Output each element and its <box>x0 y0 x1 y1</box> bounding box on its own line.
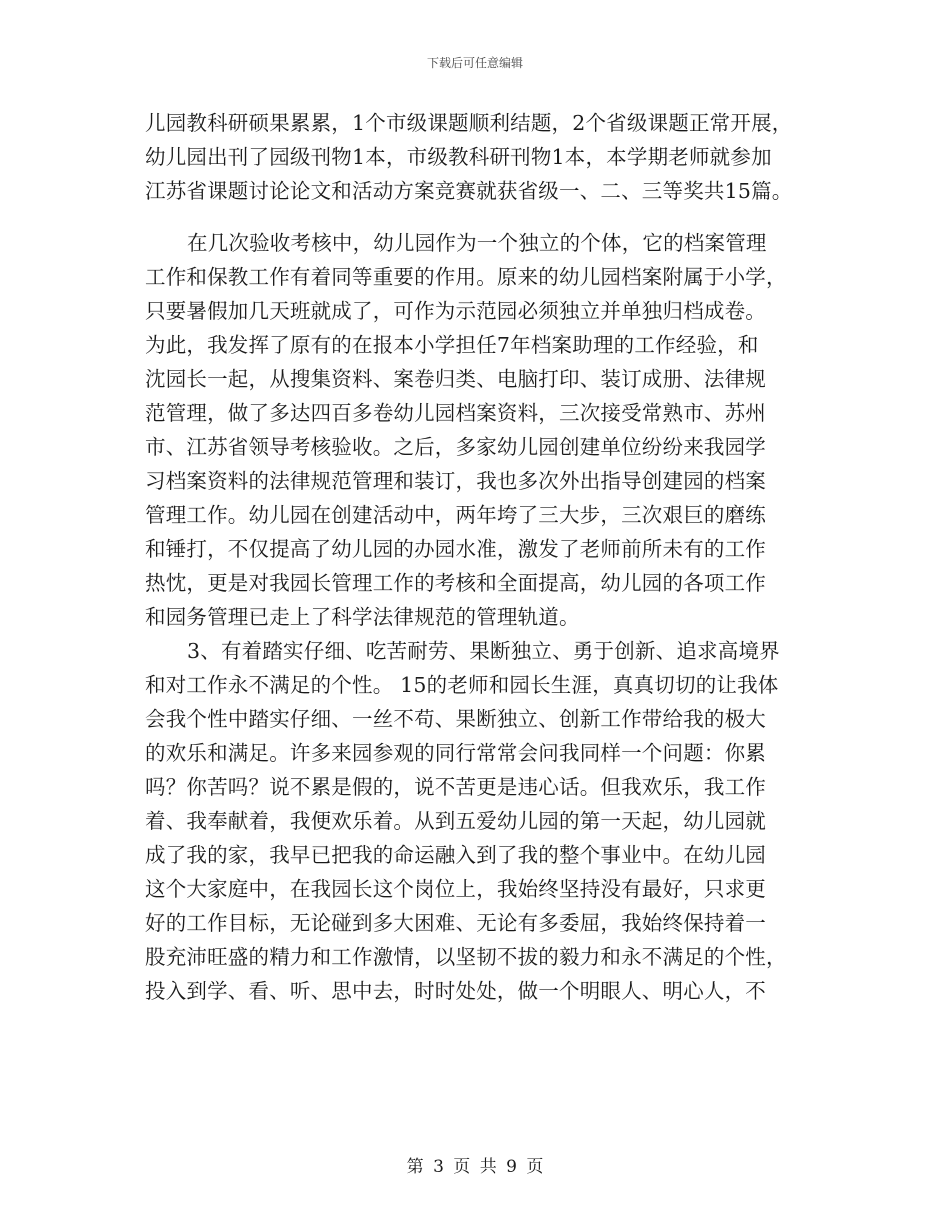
text-line: 管理工作。幼儿园在创建活动中，两年垮了三大步，三次艰巨的磨练 <box>145 503 766 527</box>
text-line: 投入到学、看、听、思中去，时时处处，做一个明眼人、明心人，不 <box>145 979 766 1003</box>
document-body <box>145 106 810 1008</box>
text-line: 股充沛旺盛的精力和工作激情，以坚韧不拔的毅力和永不满足的个性， <box>145 945 787 969</box>
text-line: 和园务管理已走上了科学法律规范的管理轨道。 <box>145 605 580 629</box>
text-line: 和锤打，不仅提高了幼儿园的办园水准，激发了老师前所未有的工作 <box>145 537 766 561</box>
text-line: 只要暑假加几天班就成了，可作为示范园必须独立并单独归档成卷。 <box>145 299 766 323</box>
paragraph-spacer <box>145 208 810 226</box>
text-line: 江苏省课题讨论论文和活动方案竞赛就获省级一、二、三等奖共15篇。 <box>145 179 793 203</box>
text-line: 沈园长一起，从搜集资料、案卷归类、电脑打印、装订成册、法律规 <box>145 367 766 391</box>
paragraph-2 <box>145 226 810 634</box>
text-line: 成了我的家，我早已把我的命运融入到了我的整个事业中。在幼儿园 <box>145 843 766 867</box>
text-line: 幼儿园出刊了园级刊物1本，市级教科研刊物1本，本学期老师就参加 <box>145 145 772 169</box>
paragraph-1 <box>145 106 810 208</box>
page-number-footer: 第 3 页 共 9 页 <box>406 1157 544 1177</box>
text-line: 习档案资料的法律规范管理和装订，我也多次外出指导创建园的档案 <box>145 469 766 493</box>
text-line: 好的工作目标，无论碰到多大困难、无论有多委屈，我始终保持着一 <box>145 911 766 935</box>
text-line: 为此，我发挥了原有的在报本小学担任7年档案助理的工作经验，和 <box>145 333 759 357</box>
text-line: 和对工作永不满足的个性。 15的老师和园长生涯，真真切切的让我体 <box>145 673 779 697</box>
text-line: 儿园教科研硕果累累，1个市级课题顺利结题，2个省级课题正常开展， <box>145 111 793 135</box>
text-line: 会我个性中踏实仔细、一丝不苟、果断独立、创新工作带给我的极大 <box>145 707 766 731</box>
text-line: 市、江苏省领导考核验收。之后，多家幼儿园创建单位纷纷来我园学 <box>145 435 766 459</box>
paragraph-3 <box>145 634 810 1008</box>
text-line: 吗？你苦吗？说不累是假的，说不苦更是违心话。但我欢乐，我工作 <box>145 775 766 799</box>
text-line: 热忱，更是对我园长管理工作的考核和全面提高，幼儿园的各项工作 <box>145 571 766 595</box>
text-line: 的欢乐和满足。许多来园参观的同行常常会问我同样一个问题：你累 <box>145 741 766 765</box>
text-line: 范管理，做了多达四百多卷幼儿园档案资料，三次接受常熟市、苏州 <box>145 401 766 425</box>
text-line: 着、我奉献着，我便欢乐着。从到五爱幼儿园的第一天起，幼儿园就 <box>145 809 766 833</box>
text-line: 3、有着踏实仔细、吃苦耐劳、果断独立、勇于创新、追求高境界 <box>187 639 780 663</box>
page-header: 下载后可任意编辑 <box>426 56 523 70</box>
text-line: 这个大家庭中，在我园长这个岗位上，我始终坚持没有最好，只求更 <box>145 877 766 901</box>
text-line: 在几次验收考核中，幼儿园作为一个独立的个体，它的档案管理 <box>187 231 767 255</box>
text-line: 工作和保教工作有着同等重要的作用。原来的幼儿园档案附属于小学， <box>145 265 787 289</box>
